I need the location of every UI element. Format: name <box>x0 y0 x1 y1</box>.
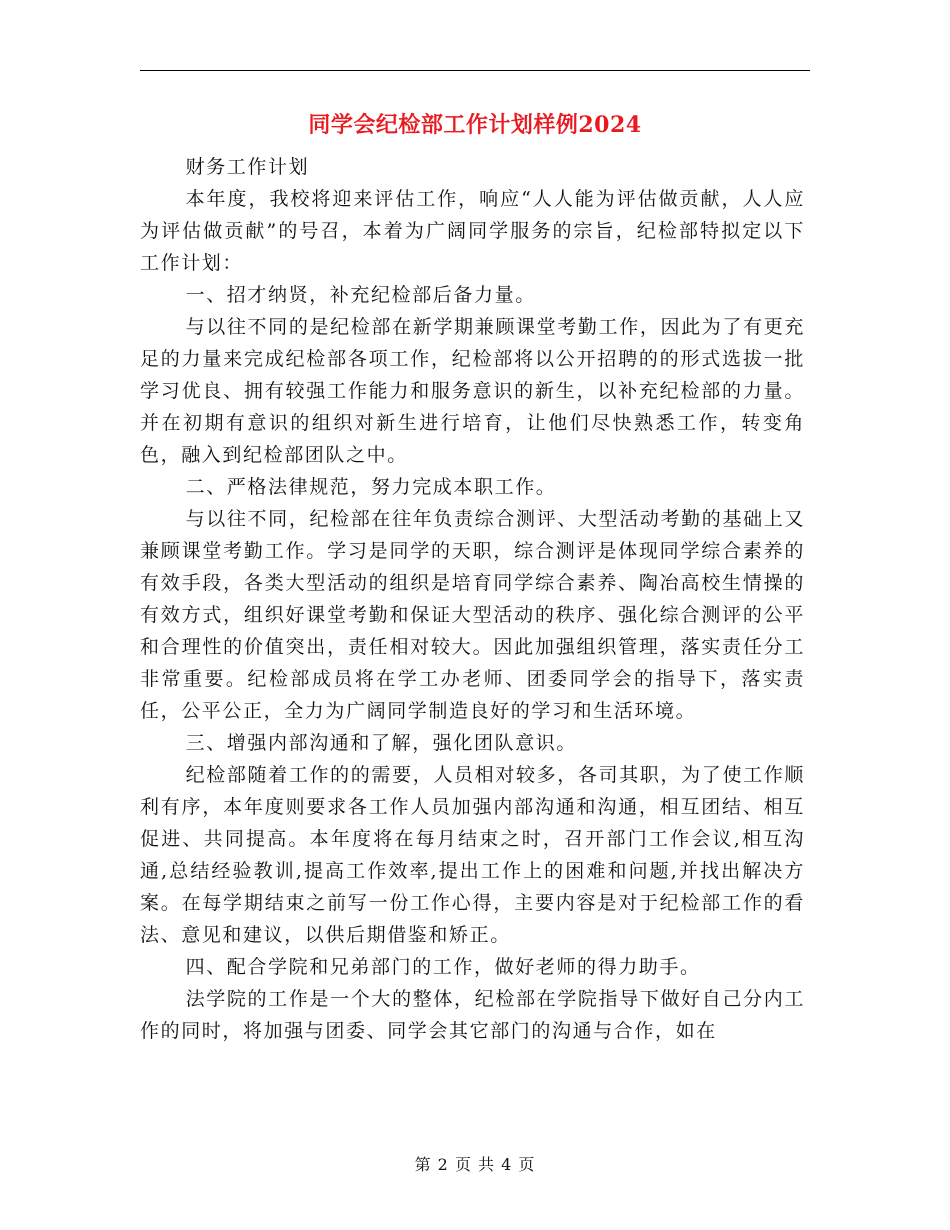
document-body <box>140 151 805 1047</box>
header-rule <box>140 70 810 71</box>
section-heading-3: 三、增强内部沟通和了解，强化团队意识。 <box>185 732 577 754</box>
page-number-footer: 第 2 页 共 4 页 <box>414 1155 536 1174</box>
paragraph-section-3: 纪检部随着工作的的需要，人员相对较多，各司其职，为了使工作顺利有序，本年度则要求各工作人员加强内部沟通和沟通，相互团结、相互促进、共同提高。本年度将在每月结束之时，召开部门工作会议,相互沟通,总结经验教训,提高工作效率,提出工作上的困难和问题,并找出解决方案。在每学期结束之前写一份工作心得，主要内容是对于纪检部工作的看法、意见和建议，以供后期借鉴和矫正。 <box>140 764 805 946</box>
section-heading-1: 一、招才纳贤，补充纪检部后备力量。 <box>185 284 536 306</box>
paragraph-section-2: 与以往不同，纪检部在往年负责综合测评、大型活动考勤的基础上又兼顾课堂考勤工作。学习是同学的天职，综合测评是体现同学综合素养的有效手段，各类大型活动的组织是培育同学综合素养、陶冶高校生情操的有效方式，组织好课堂考勤和保证大型活动的秩序、强化综合测评的公平和合理性的价值突出，责任相对较大。因此加强组织管理，落实责任分工非常重要。纪检部成员将在学工办老师、团委同学会的指导下，落实责任，公平公正，全力为广阔同学制造良好的学习和生活环境。 <box>140 508 805 722</box>
paragraph-intro: 本年度，我校将迎来评估工作，响应“人人能为评估做贡献，人人应为评估做贡献”的号召，本着为广阔同学服务的宗旨，纪检部特拟定以下工作计划： <box>140 188 805 274</box>
paragraph-section-4: 法学院的工作是一个大的整体，纪检部在学院指导下做好自己分内工作的同时，将加强与团委、同学会其它部门的沟通与合作，如在 <box>140 988 805 1042</box>
document-title: 同学会纪检部工作计划样例2024 <box>308 112 642 138</box>
section-heading-4: 四、配合学院和兄弟部门的工作，做好老师的得力助手。 <box>185 956 701 978</box>
section-heading-2: 二、严格法律规范，努力完成本职工作。 <box>185 476 557 498</box>
paragraph-subtitle: 财务工作计划 <box>185 156 310 178</box>
paragraph-section-1: 与以往不同的是纪检部在新学期兼顾课堂考勤工作，因此为了有更充足的力量来完成纪检部各项工作，纪检部将以公开招聘的的形式选拔一批学习优良、拥有较强工作能力和服务意识的新生，以补充纪检部的力量。并在初期有意识的组织对新生进行培育，让他们尽快熟悉工作，转变角色，融入到纪检部团队之中。 <box>140 316 805 466</box>
